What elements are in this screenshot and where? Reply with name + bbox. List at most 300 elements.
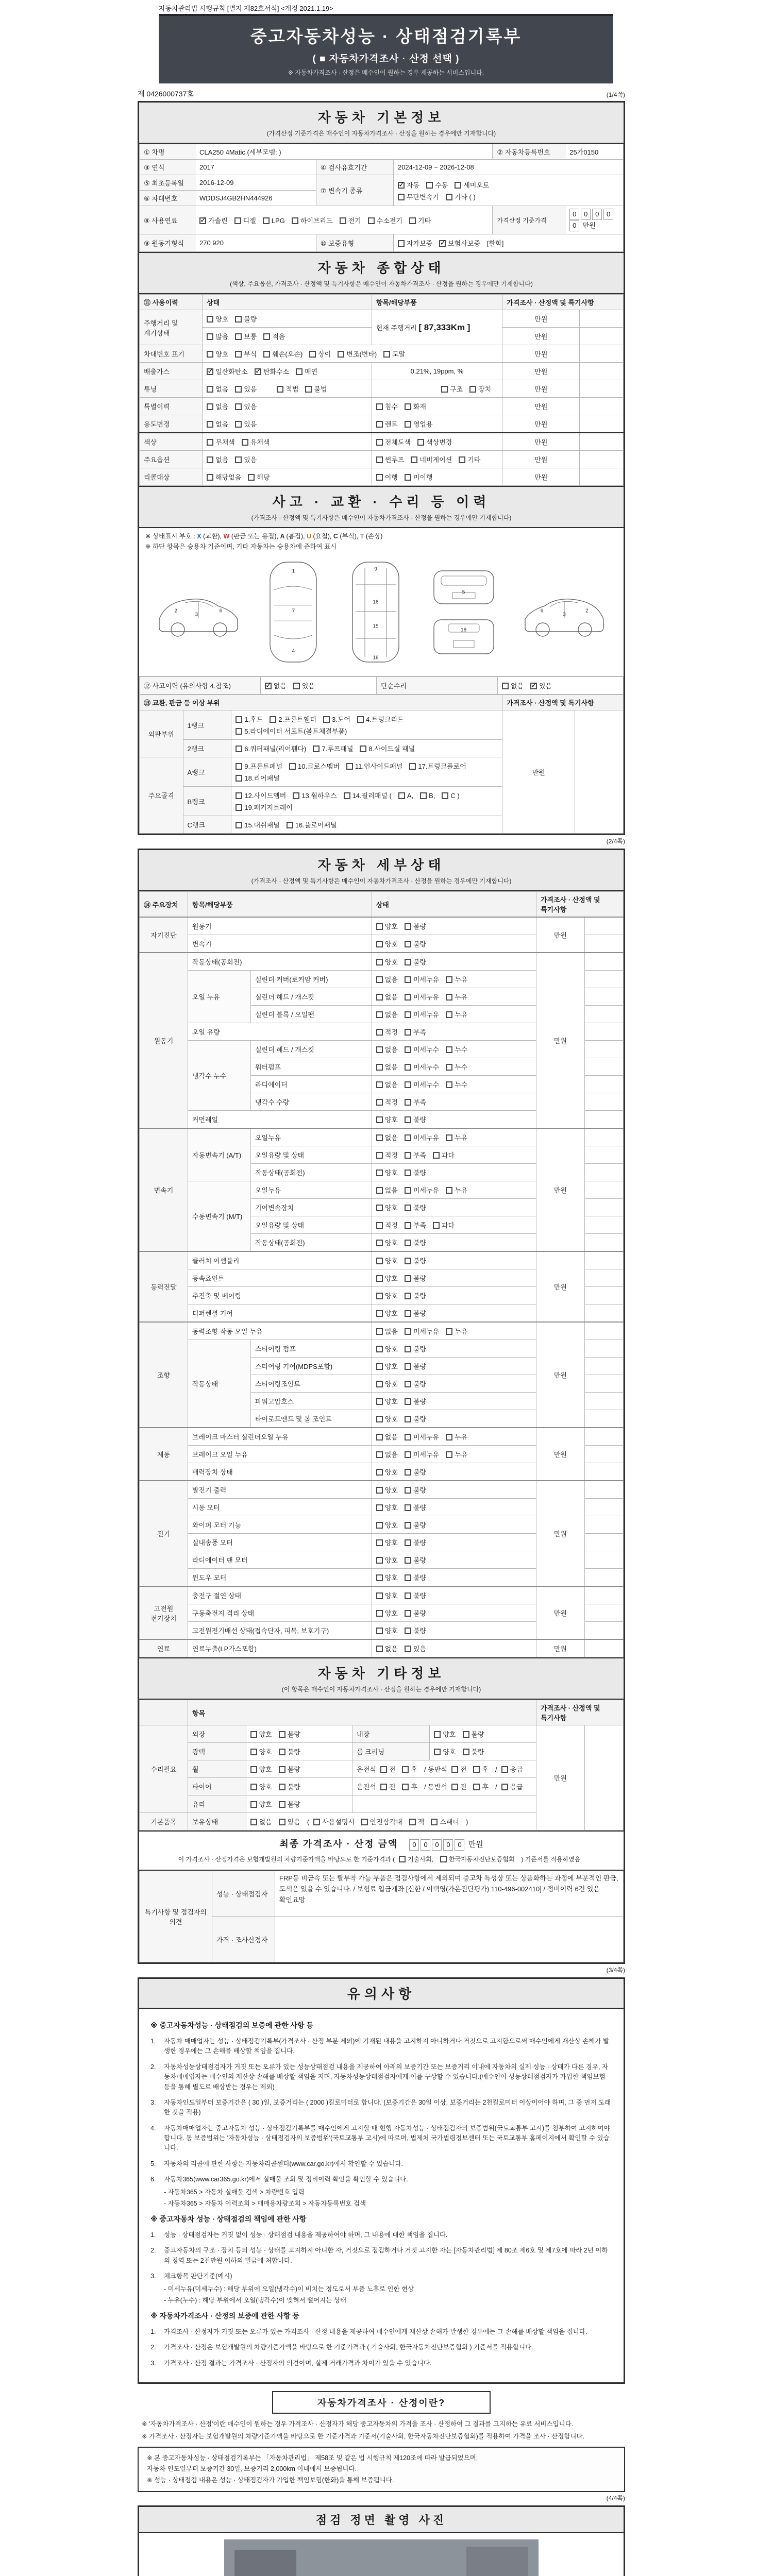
checkbox-option[interactable] [405, 1326, 439, 1336]
checkbox-option[interactable] [463, 1729, 484, 1739]
checkbox-option[interactable] [376, 1326, 398, 1336]
checkbox-icon[interactable] [279, 1749, 285, 1755]
checkbox-option[interactable] [279, 1764, 300, 1774]
checkbox-option[interactable] [380, 1782, 396, 1791]
detail-remark-cell[interactable] [584, 935, 623, 953]
checkbox-icon[interactable] [279, 1819, 285, 1825]
checkbox-option[interactable] [405, 1062, 439, 1072]
detail-remark-cell[interactable] [584, 1076, 623, 1093]
checkbox-option[interactable] [376, 472, 398, 482]
checkbox-icon[interactable] [405, 976, 411, 983]
checkbox-icon[interactable] [376, 1258, 383, 1264]
checkbox-option[interactable] [235, 314, 257, 324]
checkbox-option[interactable] [235, 331, 257, 341]
checkbox-icon[interactable] [405, 1363, 411, 1370]
checkbox-option[interactable] [287, 820, 337, 829]
checkbox-option[interactable] [199, 215, 228, 225]
detail-remark-cell[interactable] [584, 1287, 623, 1304]
checkbox-option[interactable] [405, 1150, 426, 1160]
checkbox-icon[interactable] [296, 368, 303, 375]
detail-remark-cell[interactable] [584, 917, 623, 935]
checkbox-option[interactable] [501, 1764, 523, 1774]
checkbox-option[interactable] [236, 743, 306, 753]
checkbox-option[interactable] [501, 1782, 523, 1791]
checkbox-option[interactable] [502, 681, 524, 690]
detail-remark-cell[interactable] [584, 1446, 623, 1463]
checkbox-icon[interactable] [376, 1346, 383, 1352]
remark-cell[interactable] [580, 415, 624, 433]
checkbox-option[interactable] [376, 1308, 398, 1318]
checkbox-option[interactable] [279, 1747, 300, 1756]
checkbox-option[interactable] [380, 1764, 396, 1774]
checkbox-icon[interactable] [242, 439, 248, 446]
checkbox-icon[interactable] [376, 1628, 383, 1634]
checkbox-option[interactable] [442, 792, 459, 800]
other-remark-cell[interactable] [584, 1725, 623, 1831]
remark-cell[interactable] [580, 398, 624, 415]
checkbox-icon[interactable] [376, 1240, 383, 1246]
checkbox-icon[interactable] [463, 1731, 469, 1738]
checkbox-icon[interactable] [376, 1170, 383, 1176]
checkbox-icon[interactable] [446, 1064, 452, 1071]
checkbox-icon[interactable] [376, 1187, 383, 1194]
checkbox-option[interactable] [376, 1467, 398, 1477]
checkbox-option[interactable] [235, 419, 257, 429]
checkbox-icon[interactable] [446, 1134, 452, 1141]
checkbox-icon[interactable] [207, 351, 213, 358]
checkbox-icon[interactable] [250, 1784, 257, 1790]
checkbox-icon[interactable] [340, 217, 346, 224]
checkbox-icon[interactable] [207, 439, 213, 446]
checkbox-option[interactable] [439, 238, 480, 248]
checkbox-icon[interactable] [405, 1504, 411, 1511]
checkbox-option[interactable] [376, 401, 398, 411]
checkbox-icon[interactable] [409, 763, 416, 770]
detail-remark-cell[interactable] [584, 1199, 623, 1216]
checkbox-checked-icon[interactable] [199, 217, 206, 224]
checkbox-icon[interactable] [248, 474, 255, 481]
checkbox-icon[interactable] [207, 333, 213, 340]
checkbox-option[interactable] [236, 802, 292, 812]
checkbox-icon[interactable] [376, 1064, 383, 1071]
checkbox-option[interactable] [376, 974, 398, 984]
detail-remark-cell[interactable] [584, 1340, 623, 1358]
checkbox-icon[interactable] [405, 1539, 411, 1546]
checkbox-option[interactable] [323, 714, 350, 724]
checkbox-icon[interactable] [338, 351, 344, 358]
checkbox-option[interactable] [250, 1747, 272, 1756]
checkbox-option[interactable] [338, 349, 377, 359]
detail-remark-cell[interactable] [584, 1269, 623, 1287]
checkbox-option[interactable] [376, 1044, 398, 1054]
checkbox-option[interactable] [405, 1132, 439, 1142]
checkbox-option[interactable] [376, 1202, 398, 1212]
checkbox-icon[interactable] [440, 1856, 447, 1862]
checkbox-option[interactable] [376, 1079, 398, 1089]
checkbox-option[interactable] [398, 180, 419, 190]
detail-remark-cell[interactable] [584, 1111, 623, 1129]
checkbox-option[interactable] [207, 472, 241, 482]
checkbox-icon[interactable] [405, 994, 411, 1001]
detail-remark-cell[interactable] [584, 1410, 623, 1428]
checkbox-icon[interactable] [442, 792, 448, 799]
checkbox-icon[interactable] [446, 1328, 452, 1335]
checkbox-option[interactable] [405, 1256, 426, 1265]
checkbox-icon[interactable] [405, 1011, 411, 1018]
checkbox-icon[interactable] [380, 1766, 387, 1773]
checkbox-option[interactable] [433, 1220, 455, 1230]
checkbox-option[interactable] [376, 1185, 398, 1195]
checkbox-icon[interactable] [263, 333, 270, 340]
checkbox-option[interactable] [405, 1432, 439, 1442]
checkbox-option[interactable] [207, 349, 228, 359]
checkbox-option[interactable] [440, 1855, 515, 1863]
detail-remark-cell[interactable] [584, 1216, 623, 1234]
checkbox-option[interactable] [376, 1396, 398, 1406]
checkbox-option[interactable] [376, 1167, 398, 1177]
checkbox-icon[interactable] [405, 959, 411, 965]
checkbox-checked-icon[interactable] [255, 368, 261, 375]
checkbox-checked-icon[interactable] [439, 240, 446, 247]
checkbox-option[interactable] [433, 1150, 455, 1160]
checkbox-checked-icon[interactable] [207, 368, 213, 375]
checkbox-icon[interactable] [398, 792, 405, 799]
checkbox-icon[interactable] [357, 716, 364, 723]
checkbox-option[interactable] [398, 792, 413, 800]
checkbox-option[interactable] [235, 401, 257, 411]
checkbox-icon[interactable] [207, 421, 213, 428]
checkbox-icon[interactable] [417, 439, 424, 446]
car-diagram-underbody-view[interactable] [345, 558, 406, 669]
checkbox-icon[interactable] [376, 1205, 383, 1211]
checkbox-option[interactable] [207, 366, 248, 376]
checkbox-icon[interactable] [263, 351, 270, 358]
checkbox-option[interactable] [250, 1799, 272, 1809]
checkbox-option[interactable] [434, 1729, 456, 1739]
checkbox-icon[interactable] [207, 403, 213, 410]
checkbox-icon[interactable] [207, 474, 213, 481]
checkbox-icon[interactable] [235, 421, 242, 428]
checkbox-icon[interactable] [501, 1766, 508, 1773]
appraiser-remarks[interactable] [275, 1917, 623, 1962]
checkbox-icon[interactable] [446, 1451, 452, 1458]
checkbox-option[interactable] [405, 921, 426, 931]
checkbox-icon[interactable] [236, 775, 242, 782]
checkbox-icon[interactable] [376, 1029, 383, 1036]
checkbox-option[interactable] [405, 939, 426, 948]
car-diagram-rear-view[interactable] [428, 614, 500, 664]
checkbox-icon[interactable] [459, 456, 465, 463]
checkbox-icon[interactable] [346, 763, 353, 770]
checkbox-option[interactable] [446, 1326, 467, 1336]
checkbox-icon[interactable] [434, 1749, 441, 1755]
checkbox-option[interactable] [446, 992, 467, 1002]
checkbox-icon[interactable] [305, 386, 312, 393]
checkbox-icon[interactable] [405, 1381, 411, 1387]
checkbox-icon[interactable] [405, 1222, 411, 1229]
checkbox-option[interactable] [405, 1414, 426, 1423]
checkbox-option[interactable] [409, 761, 466, 771]
checkbox-option[interactable] [405, 1590, 426, 1600]
checkbox-option[interactable] [289, 761, 340, 771]
checkbox-icon[interactable] [250, 1766, 257, 1773]
checkbox-icon[interactable] [376, 1469, 383, 1476]
checkbox-icon[interactable] [235, 386, 242, 393]
checkbox-option[interactable] [405, 1643, 426, 1653]
checkbox-option[interactable] [236, 790, 286, 800]
checkbox-option[interactable] [402, 1782, 417, 1791]
checkbox-option[interactable] [405, 1079, 439, 1089]
checkbox-option[interactable] [279, 1729, 300, 1739]
checkbox-option[interactable] [405, 1027, 426, 1037]
detail-remark-cell[interactable] [584, 1499, 623, 1516]
detail-remark-cell[interactable] [584, 1006, 623, 1023]
checkbox-icon[interactable] [236, 763, 242, 770]
checkbox-option[interactable] [279, 1782, 300, 1791]
checkbox-checked-icon[interactable] [265, 683, 272, 689]
checkbox-option[interactable] [376, 1114, 398, 1124]
checkbox-option[interactable] [473, 1782, 489, 1791]
remark-cell[interactable] [580, 328, 624, 345]
checkbox-icon[interactable] [463, 1749, 469, 1755]
checkbox-icon[interactable] [376, 1363, 383, 1370]
detail-remark-cell[interactable] [584, 953, 623, 971]
checkbox-option[interactable] [263, 217, 285, 225]
checkbox-option[interactable] [360, 743, 415, 753]
checkbox-icon[interactable] [399, 1856, 406, 1862]
checkbox-option[interactable] [368, 215, 402, 225]
checkbox-icon[interactable] [426, 182, 433, 189]
checkbox-option[interactable] [263, 331, 285, 341]
checkbox-option[interactable] [376, 1414, 398, 1423]
checkbox-option[interactable] [250, 1782, 272, 1791]
checkbox-icon[interactable] [234, 217, 241, 224]
checkbox-option[interactable] [376, 1361, 398, 1371]
checkbox-option[interactable] [376, 1273, 398, 1283]
checkbox-icon[interactable] [292, 217, 298, 224]
inspection-photo-front[interactable] [224, 2539, 539, 2576]
checkbox-option[interactable] [405, 472, 433, 482]
checkbox-icon[interactable] [236, 716, 242, 723]
checkbox-option[interactable] [446, 1044, 467, 1054]
checkbox-option[interactable] [405, 1114, 426, 1124]
checkbox-option[interactable] [405, 992, 439, 1002]
checkbox-option[interactable] [376, 1537, 398, 1547]
checkbox-option[interactable] [402, 1764, 417, 1774]
checkbox-icon[interactable] [376, 1011, 383, 1018]
checkbox-icon[interactable] [469, 386, 476, 393]
checkbox-icon[interactable] [420, 792, 427, 799]
detail-remark-cell[interactable] [584, 1234, 623, 1252]
checkbox-option[interactable] [398, 192, 439, 201]
checkbox-icon[interactable] [405, 1416, 411, 1422]
checkbox-option[interactable] [376, 1027, 398, 1037]
checkbox-icon[interactable] [376, 456, 383, 463]
checkbox-option[interactable] [376, 1256, 398, 1265]
remark-cell[interactable] [580, 468, 624, 486]
checkbox-icon[interactable] [293, 792, 299, 799]
checkbox-icon[interactable] [289, 763, 296, 770]
checkbox-icon[interactable] [376, 1310, 383, 1317]
checkbox-option[interactable] [417, 437, 452, 447]
checkbox-icon[interactable] [446, 1081, 452, 1088]
car-diagram-right-side[interactable] [521, 587, 608, 639]
detail-remark-cell[interactable] [584, 1322, 623, 1340]
checkbox-icon[interactable] [398, 240, 405, 247]
checkbox-icon[interactable] [376, 994, 383, 1001]
checkbox-icon[interactable] [434, 1731, 441, 1738]
checkbox-icon[interactable] [405, 1240, 411, 1246]
checkbox-option[interactable] [207, 384, 228, 394]
checkbox-icon[interactable] [405, 474, 411, 481]
checkbox-icon[interactable] [405, 1134, 411, 1141]
checkbox-option[interactable] [405, 1238, 426, 1247]
checkbox-icon[interactable] [405, 1328, 411, 1335]
checkbox-icon[interactable] [405, 1099, 411, 1106]
detail-remark-cell[interactable] [584, 1304, 623, 1323]
checkbox-option[interactable] [376, 939, 398, 948]
checkbox-icon[interactable] [376, 1610, 383, 1617]
checkbox-option[interactable] [405, 419, 433, 429]
checkbox-option[interactable] [376, 1485, 398, 1495]
checkbox-icon[interactable] [405, 1152, 411, 1159]
checkbox-icon[interactable] [376, 941, 383, 947]
checkbox-option[interactable] [446, 192, 476, 201]
checkbox-icon[interactable] [383, 351, 390, 358]
checkbox-icon[interactable] [376, 1592, 383, 1599]
checkbox-icon[interactable] [405, 1258, 411, 1264]
checkbox-option[interactable] [250, 1764, 272, 1774]
checkbox-option[interactable] [446, 1185, 467, 1195]
checkbox-icon[interactable] [405, 1029, 411, 1036]
checkbox-option[interactable] [459, 454, 480, 464]
remark-cell[interactable] [580, 380, 624, 398]
checkbox-option[interactable] [340, 215, 361, 225]
checkbox-icon[interactable] [250, 1801, 257, 1808]
detail-remark-cell[interactable] [584, 1622, 623, 1640]
checkbox-icon[interactable] [235, 403, 242, 410]
checkbox-option[interactable] [469, 384, 491, 394]
checkbox-icon[interactable] [207, 456, 213, 463]
checkbox-icon[interactable] [376, 1381, 383, 1387]
checkbox-icon[interactable] [411, 456, 417, 463]
checkbox-option[interactable] [446, 1079, 467, 1089]
checkbox-option[interactable] [446, 1132, 467, 1142]
checkbox-option[interactable] [405, 1220, 426, 1230]
checkbox-icon[interactable] [376, 1293, 383, 1299]
checkbox-option[interactable] [279, 1817, 300, 1826]
checkbox-option[interactable] [405, 1467, 426, 1477]
checkbox-option[interactable] [376, 1132, 398, 1142]
checkbox-option[interactable] [405, 1449, 439, 1459]
checkbox-icon[interactable] [405, 1434, 411, 1440]
checkbox-option[interactable] [207, 331, 228, 341]
checkbox-icon[interactable] [277, 386, 283, 393]
checkbox-icon[interactable] [405, 1046, 411, 1053]
detail-remark-cell[interactable] [584, 1164, 623, 1181]
checkbox-icon[interactable] [376, 976, 383, 983]
checkbox-option[interactable] [383, 349, 405, 359]
checkbox-icon[interactable] [313, 1819, 320, 1825]
checkbox-option[interactable] [405, 1396, 426, 1406]
checkbox-icon[interactable] [402, 1784, 409, 1790]
detail-remark-cell[interactable] [584, 1093, 623, 1111]
checkbox-icon[interactable] [236, 728, 242, 735]
checkbox-option[interactable] [405, 1202, 426, 1212]
checkbox-icon[interactable] [360, 745, 366, 752]
checkbox-option[interactable] [296, 366, 317, 376]
checkbox-icon[interactable] [235, 333, 242, 340]
checkbox-option[interactable] [405, 1608, 426, 1618]
checkbox-icon[interactable] [376, 1222, 383, 1229]
checkbox-option[interactable] [277, 384, 298, 394]
checkbox-option[interactable] [405, 1308, 426, 1318]
car-diagram-front-view[interactable] [428, 564, 500, 614]
checkbox-option[interactable] [207, 401, 228, 411]
checkbox-icon[interactable] [376, 959, 383, 965]
checkbox-option[interactable] [376, 454, 405, 464]
checkbox-option[interactable] [376, 1009, 398, 1019]
checkbox-option[interactable] [405, 974, 439, 984]
detail-remark-cell[interactable] [584, 1128, 623, 1146]
detail-remark-cell[interactable] [584, 1358, 623, 1375]
checkbox-icon[interactable] [446, 1046, 452, 1053]
checkbox-option[interactable] [426, 180, 448, 190]
checkbox-icon[interactable] [287, 822, 293, 828]
checkbox-option[interactable] [405, 1291, 426, 1300]
remark-cell[interactable] [580, 433, 624, 451]
checkbox-icon[interactable] [405, 1205, 411, 1211]
detail-remark-cell[interactable] [584, 1393, 623, 1410]
checkbox-option[interactable] [235, 384, 257, 394]
checkbox-icon[interactable] [344, 792, 350, 799]
checkbox-icon[interactable] [279, 1766, 285, 1773]
checkbox-option[interactable] [309, 349, 331, 359]
checkbox-icon[interactable] [263, 217, 270, 224]
checkbox-option[interactable] [405, 1572, 426, 1582]
checkbox-option[interactable] [405, 1273, 426, 1283]
checkbox-icon[interactable] [235, 351, 242, 358]
checkbox-icon[interactable] [376, 1116, 383, 1123]
detail-remark-cell[interactable] [584, 1463, 623, 1481]
checkbox-option[interactable] [376, 419, 398, 429]
checkbox-option[interactable] [405, 1044, 439, 1054]
checkbox-icon[interactable] [279, 1801, 285, 1808]
checkbox-icon[interactable] [376, 1081, 383, 1088]
checkbox-option[interactable] [405, 1485, 426, 1495]
checkbox-option[interactable] [451, 1764, 467, 1774]
checkbox-option[interactable] [455, 180, 489, 190]
checkbox-icon[interactable] [376, 421, 383, 428]
checkbox-icon[interactable] [207, 386, 213, 393]
detail-remark-cell[interactable] [584, 1569, 623, 1587]
checkbox-icon[interactable] [323, 716, 330, 723]
checkbox-option[interactable] [207, 454, 228, 464]
checkbox-option[interactable] [530, 681, 552, 690]
checkbox-icon[interactable] [236, 792, 242, 799]
checkbox-option[interactable] [376, 1625, 398, 1635]
checkbox-icon[interactable] [405, 1451, 411, 1458]
detail-remark-cell[interactable] [584, 1534, 623, 1551]
checkbox-option[interactable] [376, 1238, 398, 1247]
checkbox-option[interactable] [405, 1379, 426, 1388]
checkbox-option[interactable] [242, 437, 270, 447]
checkbox-option[interactable] [361, 1817, 402, 1826]
checkbox-option[interactable] [376, 1520, 398, 1530]
checkbox-icon[interactable] [398, 194, 405, 200]
detail-remark-cell[interactable] [584, 1604, 623, 1622]
checkbox-option[interactable] [313, 1817, 355, 1826]
